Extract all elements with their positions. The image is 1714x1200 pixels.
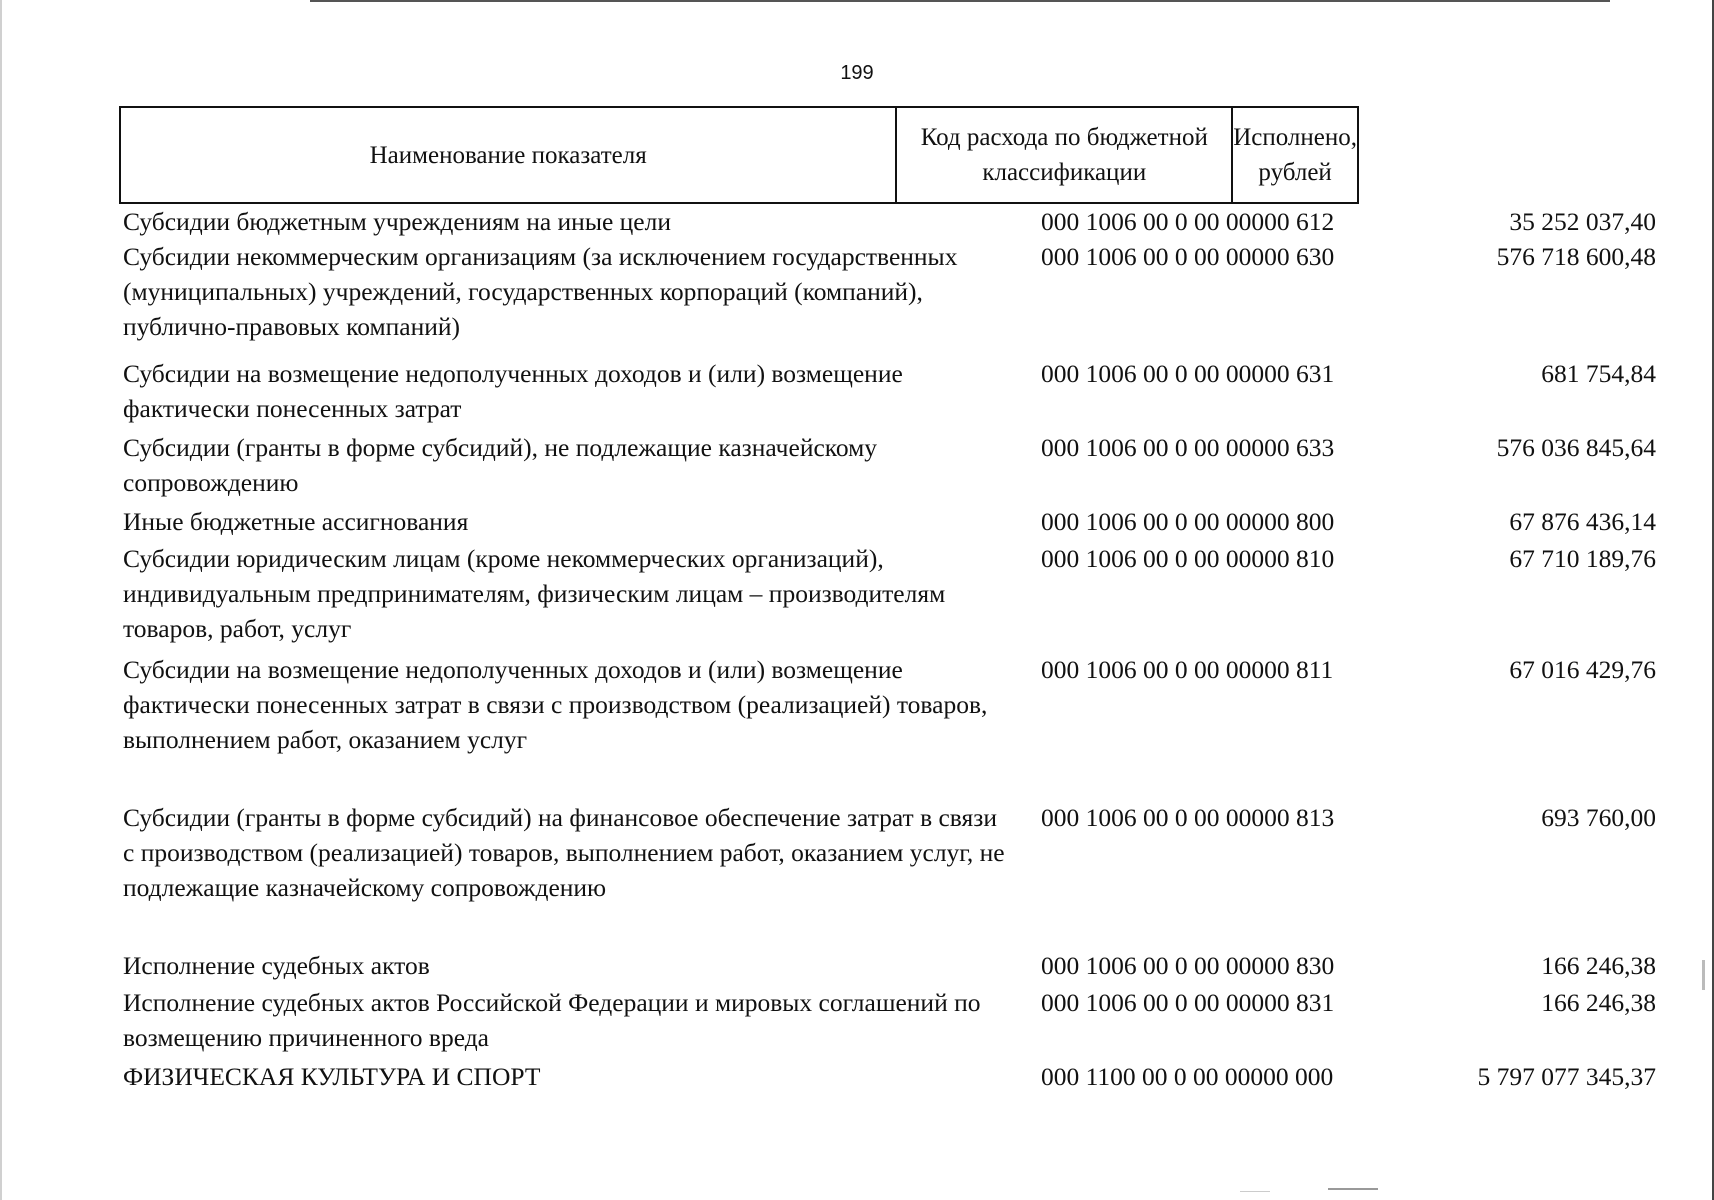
- row-name: Иные бюджетные ассигнования: [123, 507, 469, 536]
- header-amount: Исполнено, рублей: [1233, 124, 1357, 186]
- row-code: 000 1006 00 0 00 00000 800: [1041, 507, 1335, 536]
- header-code: Код расхода по бюджетной классификации: [897, 108, 1233, 202]
- row-amount: 67 710 189,76: [1509, 544, 1656, 573]
- row-name: Субсидии на возмещение недополученных доходов и (или) возмещение фактически понесенных затрат в связи с производством (реализацией) товаров, выполнением работ, оказанием услуг: [123, 655, 988, 754]
- row-amount: 67 876 436,14: [1509, 507, 1656, 536]
- scan-speck: [1240, 1191, 1270, 1192]
- header-name: Наименование показателя: [121, 108, 897, 202]
- page-number: 199: [840, 62, 874, 84]
- row-code: 000 1006 00 0 00 00000 630: [1041, 242, 1335, 271]
- row-code: 000 1006 00 0 00 00000 810: [1041, 544, 1335, 573]
- row-name: Субсидии (гранты в форме субсидий) на финансовое обеспечение затрат в связи с производством (реализацией) товаров, выполнением работ, оказанием услуг, не подлежащие казначейскому сопровождению: [123, 803, 1005, 902]
- row-amount: 5 797 077 345,37: [1477, 1062, 1656, 1091]
- row-amount: 35 252 037,40: [1509, 207, 1656, 236]
- row-name: Исполнение судебных актов: [123, 951, 430, 980]
- row-name: Субсидии (гранты в форме субсидий), не подлежащие казначейскому сопровождению: [123, 433, 878, 497]
- row-amount: 67 016 429,76: [1509, 655, 1656, 684]
- row-amount: 681 754,84: [1541, 359, 1656, 388]
- row-amount: 166 246,38: [1541, 951, 1656, 980]
- row-amount: 166 246,38: [1541, 988, 1656, 1017]
- row-name: Субсидии некоммерческим организациям (за исключением государственных (муниципальных) учреждений, государственных корпораций (компаний), публично-правовых компаний): [123, 242, 958, 341]
- row-name: ФИЗИЧЕСКАЯ КУЛЬТУРА И СПОРТ: [123, 1062, 541, 1091]
- row-amount: 576 718 600,48: [1496, 242, 1656, 271]
- row-code: 000 1006 00 0 00 00000 830: [1041, 951, 1335, 980]
- row-code: 000 1006 00 0 00 00000 811: [1041, 655, 1334, 684]
- row-code: 000 1100 00 0 00 00000 000: [1041, 1062, 1334, 1091]
- row-name: Субсидии на возмещение недополученных доходов и (или) возмещение фактически понесенных затрат: [123, 359, 903, 423]
- scan-edge-left: [0, 0, 2, 1200]
- row-name: Субсидии юридическим лицам (кроме некоммерческих организаций), индивидуальным предпринимателям, физическим лицам – производителям товаров, работ, услуг: [123, 544, 946, 643]
- row-code: 000 1006 00 0 00 00000 633: [1041, 433, 1335, 462]
- table-header: [119, 106, 1359, 204]
- scan-edge-top: [310, 0, 1610, 2]
- scan-speck: [1702, 960, 1705, 990]
- row-code: 000 1006 00 0 00 00000 813: [1041, 803, 1335, 832]
- row-code: 000 1006 00 0 00 00000 831: [1041, 988, 1335, 1017]
- row-name: Исполнение судебных актов Российской Федерации и мировых соглашений по возмещению причиненного вреда: [123, 988, 981, 1052]
- row-code: 000 1006 00 0 00 00000 612: [1041, 207, 1335, 236]
- row-amount: 693 760,00: [1541, 803, 1656, 832]
- scan-speck: [1328, 1188, 1378, 1190]
- row-name: Субсидии бюджетным учреждениям на иные цели: [123, 207, 671, 236]
- row-code: 000 1006 00 0 00 00000 631: [1041, 359, 1335, 388]
- row-amount: 576 036 845,64: [1496, 433, 1656, 462]
